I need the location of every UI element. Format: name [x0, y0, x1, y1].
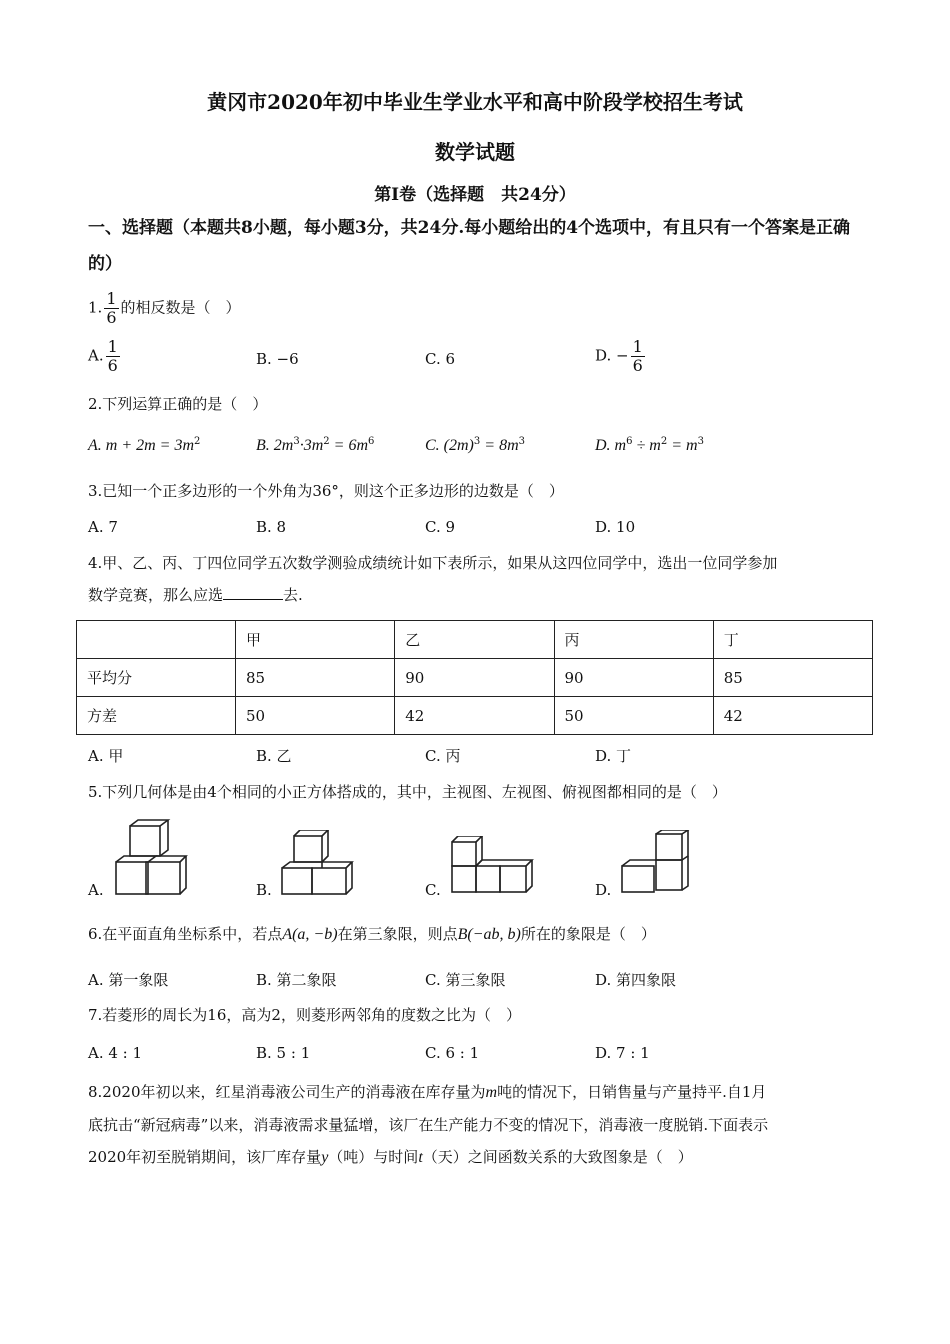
q6-option-b: B. 第二象限	[256, 971, 337, 989]
q5-figure-c	[448, 836, 536, 894]
table-header-cell: 乙	[395, 621, 554, 659]
q2-d-sup3: 3	[697, 436, 704, 447]
q1-d-num: 1	[632, 337, 643, 356]
table-cell: 50	[236, 697, 395, 735]
q2-b-pre: B. 2m	[256, 437, 294, 454]
section-heading: 一、选择题（本题共8小题，每小题3分，共24分.每小题给出的4个选项中，有且只有一个答案是正确的）	[88, 218, 851, 274]
q4-option-c: C. 丙	[425, 747, 461, 765]
question-3: 3.已知一个正多边形的一个外角为36°，则这个正多边形的边数是（ ）	[88, 482, 564, 500]
q8-line-1	[88, 1076, 868, 1109]
q2-b-sup1: 3	[293, 436, 300, 447]
q2-option-a	[88, 436, 200, 455]
table-cell: 平均分	[77, 659, 236, 697]
q2-d-sup2: 2	[660, 436, 668, 447]
q8-var-m: m	[485, 1084, 498, 1101]
q1-frac-den: 6	[106, 308, 117, 327]
q7-option-c: C. 6 : 1	[425, 1044, 480, 1062]
q1-d-fraction	[631, 338, 645, 375]
q6-point-a: A(a, −b)	[282, 926, 338, 943]
q1-a-den: 6	[107, 356, 118, 375]
q2-a-expr: A. m + 2m = 3m	[88, 437, 195, 454]
q2-b-eq: = 6m	[329, 437, 368, 454]
q8-line-1-pre: 8.2020年初以来，红星消毒液公司生产的消毒液在库存量为	[88, 1083, 486, 1101]
q4-line-2	[88, 579, 868, 611]
exam-title: 黄冈市2020年初中毕业生学业水平和高中阶段学校招生考试	[207, 90, 743, 114]
q4-line-1: 4.甲、乙、丙、丁四位同学五次数学测验成绩统计如下表所示，如果从这四位同学中，选出一位同学参加	[88, 554, 778, 572]
table-cell: 90	[554, 659, 713, 697]
q7-option-a: A. 4 : 1	[88, 1044, 143, 1062]
q5-figure-a	[108, 818, 188, 896]
volume-heading: 第Ⅰ卷（选择题 共24分）	[374, 185, 576, 205]
q1-number: 1.	[88, 298, 103, 317]
q2-d-mid: ÷ m	[632, 437, 661, 454]
table-row	[77, 659, 873, 697]
q1-d-den: 6	[632, 356, 643, 375]
q2-c-pre: C. (2m)	[425, 437, 474, 454]
question-7: 7.若菱形的周长为16，高为2，则菱形两邻角的度数之比为（ ）	[88, 1006, 521, 1024]
q2-a-sup: 2	[194, 436, 201, 447]
table-cell: 85	[236, 659, 395, 697]
table-header-cell: 丁	[713, 621, 872, 659]
q2-option-b	[256, 436, 374, 455]
table-header-cell: 甲	[236, 621, 395, 659]
q8-line-3-post: （天）之间函数关系的大致图象是（ ）	[422, 1148, 693, 1166]
q2-d-pre: D. m	[595, 437, 627, 454]
q1-option-c: C. 6	[425, 350, 456, 368]
q7-option-b: B. 5 : 1	[256, 1044, 311, 1062]
q5-option-c: C.	[425, 881, 441, 899]
q1-fraction	[104, 290, 118, 327]
q6-text-post: 所在的象限是（ ）	[520, 925, 656, 943]
q8-line-3-pre: 2020年初至脱销期间，该厂库存量	[88, 1148, 322, 1166]
q3-option-a: A. 7	[88, 518, 118, 536]
q2-b-sup3: 6	[368, 436, 375, 447]
question-4	[88, 547, 868, 611]
q4-option-d: D. 丁	[595, 747, 632, 765]
q2-d-eq: = m	[667, 437, 698, 454]
q2-c-sup2: 3	[518, 436, 525, 447]
q5-figure-b	[278, 830, 356, 896]
q1-a-label: A.	[88, 346, 104, 365]
q1-frac-num: 1	[106, 289, 117, 308]
q6-option-c: C. 第三象限	[425, 971, 506, 989]
q4-line-2-post: 去.	[283, 586, 303, 604]
q2-c-eq: = 8m	[480, 437, 519, 454]
q8-line-3	[88, 1141, 868, 1174]
table-cell: 85	[713, 659, 872, 697]
q8-var-y: y	[321, 1149, 329, 1166]
question-8	[88, 1076, 868, 1174]
q1-option-d	[595, 338, 647, 375]
q1-option-b: B. −6	[256, 350, 299, 368]
q1-option-a	[88, 338, 122, 375]
q2-option-d	[595, 436, 704, 455]
table-cell: 42	[395, 697, 554, 735]
q3-option-d: D. 10	[595, 518, 636, 536]
q4-score-table	[76, 620, 873, 735]
q4-line-2-pre: 数学竞赛，那么应选	[88, 586, 224, 604]
table-cell: 42	[713, 697, 872, 735]
q5-option-a: A.	[88, 881, 104, 899]
q6-option-a: A. 第一象限	[88, 971, 169, 989]
q5-option-b: B.	[256, 881, 272, 899]
q8-line-3-mid: （吨）与时间	[328, 1148, 419, 1166]
q3-option-b: B. 8	[256, 518, 287, 536]
table-cell: 50	[554, 697, 713, 735]
question-1	[88, 290, 241, 327]
q6-text-pre: 6.在平面直角坐标系中，若点	[88, 925, 283, 943]
table-row	[77, 697, 873, 735]
q6-option-d: D. 第四象限	[595, 971, 677, 989]
q8-line-2: 底抗击“新冠病毒”以来，消毒液需求量猛增，该厂在生产能力不变的情况下，消毒液一度脱销.下面表示	[88, 1116, 769, 1134]
q1-text: 的相反数是（ ）	[120, 298, 241, 317]
q7-option-d: D. 7 : 1	[595, 1044, 650, 1062]
q2-c-sup1: 3	[473, 436, 481, 447]
q1-a-fraction	[106, 338, 120, 375]
q1-d-label: D. −	[595, 346, 629, 365]
question-6	[88, 924, 656, 945]
q8-var-t: t	[418, 1149, 423, 1166]
q5-option-d: D.	[595, 881, 612, 899]
table-header-cell	[77, 621, 236, 659]
question-2: 2.下列运算正确的是（ ）	[88, 395, 268, 413]
exam-subtitle: 数学试题	[435, 140, 515, 164]
q4-answer-blank	[223, 585, 283, 600]
q2-b-mid: ·3m	[299, 437, 324, 454]
q6-text-mid: 在第三象限，则点	[337, 925, 458, 943]
q2-option-c	[425, 436, 525, 455]
q4-option-b: B. 乙	[256, 747, 292, 765]
q1-a-num: 1	[107, 337, 118, 356]
q3-option-c: C. 9	[425, 518, 456, 536]
table-header-cell: 丙	[554, 621, 713, 659]
q8-line-1-post: 吨的情况下，日销售量与产量持平.自1月	[497, 1083, 767, 1101]
q4-option-a: A. 甲	[88, 747, 124, 765]
q2-d-sup1: 6	[626, 436, 633, 447]
q2-b-sup2: 2	[323, 436, 330, 447]
question-5: 5.下列几何体是由4个相同的小正方体搭成的，其中，主视图、左视图、俯视图都相同的是（ ）	[88, 783, 727, 801]
q5-figure-d	[618, 830, 692, 894]
q6-point-b: B(−ab, b)	[457, 926, 521, 943]
table-header-row	[77, 621, 873, 659]
table-cell: 方差	[77, 697, 236, 735]
table-cell: 90	[395, 659, 554, 697]
